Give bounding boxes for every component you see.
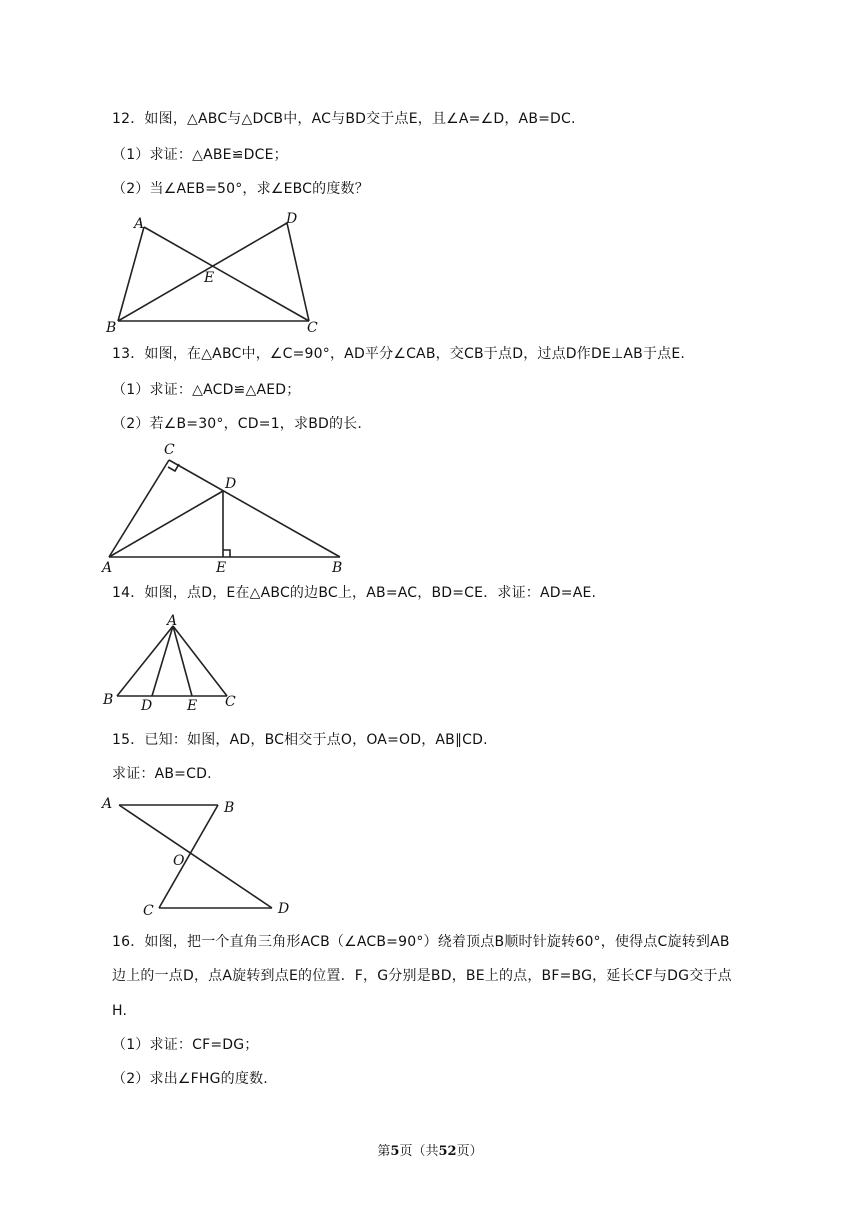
q13-label-b: B	[332, 560, 343, 576]
q15-segment-ad	[119, 805, 272, 908]
footer-prefix: 第	[377, 1144, 391, 1159]
q15-label-a: A	[102, 796, 113, 812]
q14-figure	[100, 614, 250, 714]
q12-segment-bd	[118, 223, 287, 321]
q14-segment-ad	[152, 626, 173, 696]
page-footer	[0, 1140, 860, 1159]
q14-label-e: E	[187, 698, 198, 714]
q13-segment-ad	[109, 491, 223, 557]
q15-label-o: O	[173, 853, 185, 869]
q13-segment-ac	[109, 460, 169, 557]
q12-label-e: E	[204, 270, 215, 286]
q12-segment-ab	[118, 227, 144, 321]
q14-segment-ac	[173, 626, 227, 696]
q12-stem: 12．如图，△ABC与△DCB中，AC与BD交于点E，且∠A=∠D，AB=DC.	[112, 111, 576, 127]
q12-segment-ac	[144, 227, 309, 321]
q12-label-b: B	[106, 320, 117, 336]
q16-part2: （2）求出∠FHG的度数.	[112, 1071, 268, 1087]
q15-label-c: C	[143, 903, 154, 919]
q13-label-c: C	[164, 442, 175, 458]
q13-figure	[100, 438, 355, 578]
q14-label-c: C	[225, 694, 236, 710]
q14-segment-ab	[117, 626, 173, 696]
footer-suffix: 页）	[456, 1144, 483, 1159]
q15-label-b: B	[224, 800, 235, 816]
q12-part2: （2）当∠AEB=50°，求∠EBC的度数？	[112, 181, 369, 197]
q16-line-3: H.	[112, 1003, 128, 1019]
q13-stem: 13．如图，在△ABC中，∠C=90°，AD平分∠CAB，交CB于点D，过点D作DE⊥AB于点E.	[112, 346, 686, 362]
q14-stem: 14．如图，点D，E在△ABC的边BC上，AB=AC，BD=CE．求证：AD=AE.	[112, 585, 597, 601]
footer-total-pages: 52	[438, 1144, 457, 1159]
q16-part1: （1）求证：CF=DG；	[112, 1037, 259, 1053]
footer-page-number: 5	[390, 1144, 400, 1159]
q15-segment-bc	[159, 805, 218, 908]
q14-label-b: B	[103, 692, 114, 708]
q12-label-c: C	[307, 320, 318, 336]
q14-segment-ae	[173, 626, 192, 696]
q13-label-a: A	[102, 560, 113, 576]
q13-label-e: E	[216, 560, 227, 576]
q12-part1: （1）求证：△ABE≌DCE；	[112, 147, 288, 163]
q13-part1: （1）求证：△ACD≌△AED；	[112, 382, 301, 398]
q14-label-a: A	[167, 613, 178, 629]
q13-part2: （2）若∠B=30°，CD=1，求BD的长.	[112, 416, 363, 432]
q12-segment-cd	[287, 223, 309, 321]
q13-segment-cb	[169, 460, 340, 557]
q15-part1: 求证：AB=CD.	[112, 766, 212, 782]
footer-middle: 页（共	[399, 1144, 439, 1159]
q15-figure	[100, 793, 300, 918]
q14-label-d: D	[141, 698, 153, 714]
q16-line-1: 16．如图，把一个直角三角形ACB（∠ACB=90°）绕着顶点B顺时针旋转60°，使得点C旋转到AB	[112, 934, 730, 950]
q15-label-d: D	[278, 901, 290, 917]
q13-label-d: D	[225, 476, 237, 492]
q16-line-2: 边上的一点D，点A旋转到点E的位置．F，G分别是BD，BE上的点，BF=BG，延长CF与DG交于点	[112, 968, 732, 984]
q13-right-angle-e-mark	[223, 550, 230, 557]
q12-figure	[100, 208, 340, 338]
q12-label-d: D	[286, 211, 298, 227]
q15-stem: 15．已知：如图，AD，BC相交于点O，OA=OD，AB∥CD.	[112, 732, 488, 748]
q12-label-a: A	[134, 216, 145, 232]
